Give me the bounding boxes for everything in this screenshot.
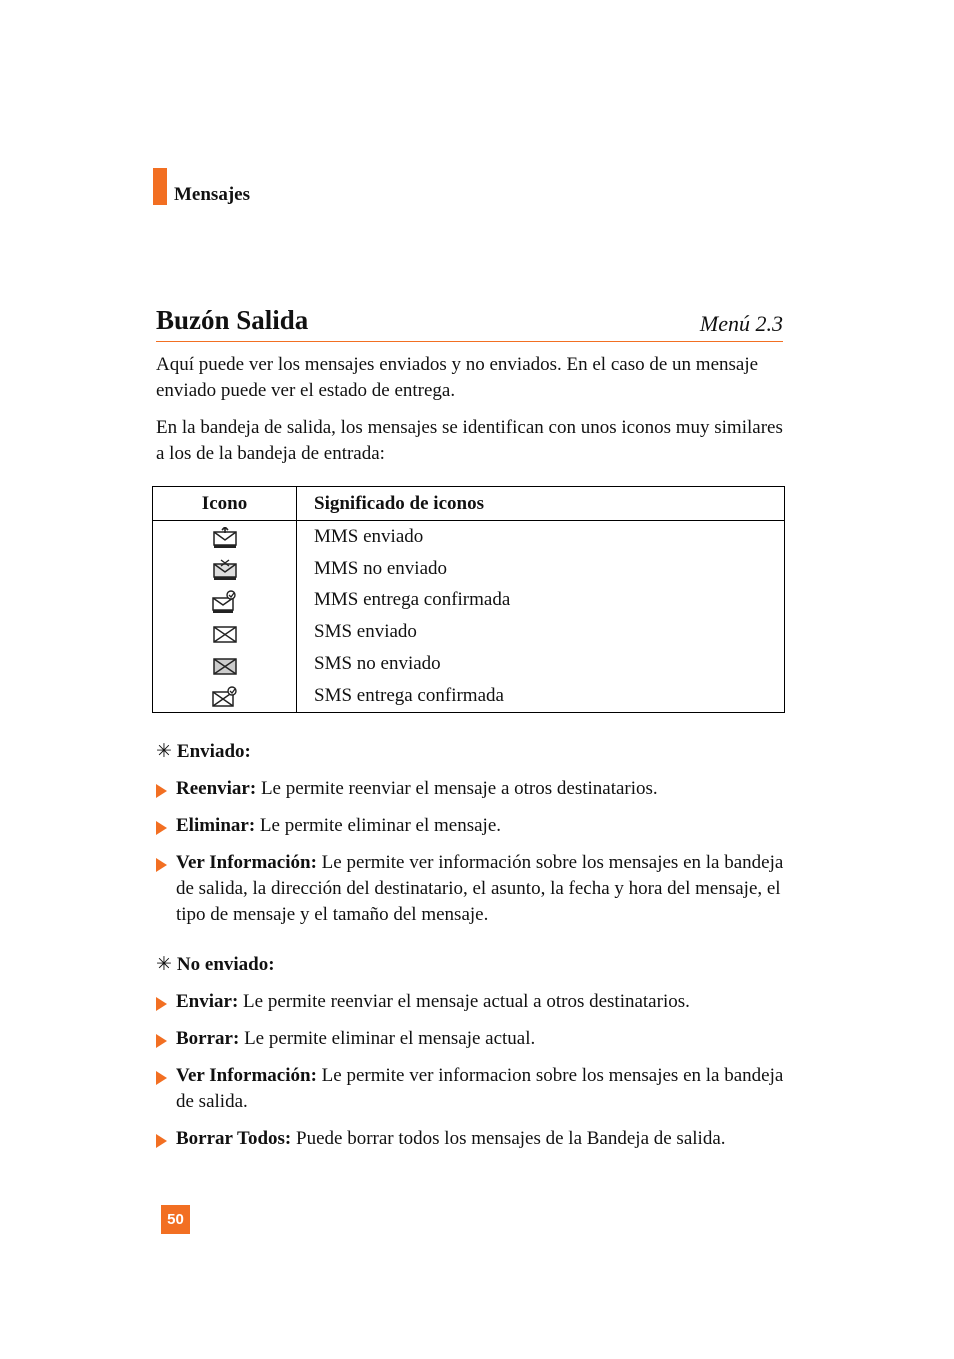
sent-heading	[156, 740, 251, 763]
mms-not-sent-icon	[153, 559, 296, 581]
triangle-bullet-icon	[156, 1034, 167, 1048]
triangle-bullet-icon	[156, 858, 167, 872]
icon-meaning: MMS no enviado	[314, 557, 447, 579]
table-row	[153, 648, 785, 680]
icon-meaning: SMS entrega confirmada	[314, 684, 504, 706]
list-item	[156, 813, 786, 839]
icon-meaning: MMS entrega confirmada	[314, 589, 511, 611]
option-description: Le permite reenviar el mensaje a otros destinatarios.	[256, 778, 658, 799]
option-description: Le permite eliminar el mensaje.	[255, 815, 502, 836]
table-row	[153, 521, 785, 553]
option-label: Borrar:	[176, 1028, 240, 1049]
icon-meaning: SMS no enviado	[314, 653, 441, 675]
section-label: Mensajes	[174, 184, 250, 205]
option-description: Puede borrar todos los mensajes de la Bandeja de salida.	[291, 1128, 726, 1149]
mms-delivery-confirmed-icon	[153, 590, 296, 614]
option-label: Ver Información:	[176, 1065, 317, 1086]
list-item	[156, 1126, 786, 1152]
triangle-bullet-icon	[156, 1071, 167, 1085]
list-item	[156, 776, 786, 802]
table-row	[153, 616, 785, 648]
table-row	[153, 585, 785, 617]
sent-heading-label: Enviado:	[176, 741, 251, 762]
sms-delivery-confirmed-icon	[153, 686, 296, 708]
list-item	[156, 989, 786, 1015]
mms-sent-icon	[153, 527, 296, 549]
icon-table	[152, 486, 785, 713]
page-number: 50	[161, 1205, 190, 1234]
table-header-meaning: Significado de iconos	[297, 487, 785, 521]
option-description: Le permite ver información sobre los mensajes en la bandeja de salida, la dirección del destinatario, el asunto, la fecha y hora del mensaje, el tipo de mensaje y el tamaño del mensaje.	[176, 852, 784, 925]
option-description: Le permite ver informacion sobre los mensajes en la bandeja de salida.	[176, 1065, 784, 1112]
menu-reference: Menú 2.3	[699, 311, 783, 336]
sms-not-sent-icon	[153, 656, 296, 676]
option-label: Enviar:	[176, 991, 239, 1012]
list-item	[156, 1063, 786, 1115]
icon-meaning: SMS enviado	[314, 621, 417, 643]
triangle-bullet-icon	[156, 1134, 167, 1148]
table-row	[153, 680, 785, 712]
triangle-bullet-icon	[156, 821, 167, 835]
asterisk-icon: ✳	[156, 954, 172, 975]
table-row	[153, 553, 785, 585]
triangle-bullet-icon	[156, 997, 167, 1011]
option-description: Le permite reenviar el mensaje actual a otros destinatarios.	[238, 991, 690, 1012]
intro-paragraph-1: Aquí puede ver los mensajes enviados y no enviados. En el caso de un mensaje enviado puede ver el estado de entrega.	[156, 354, 759, 401]
table-header-icon: Icono	[153, 487, 297, 521]
option-label: Reenviar:	[176, 778, 257, 799]
sms-sent-icon	[153, 624, 296, 644]
table-header-row	[153, 487, 785, 521]
intro-paragraph-2: En la bandeja de salida, los mensajes se identifican con unos iconos muy similares a los de la bandeja de entrada:	[156, 417, 783, 464]
option-label: Borrar Todos:	[176, 1128, 292, 1149]
option-description: Le permite eliminar el mensaje actual.	[239, 1028, 536, 1049]
option-label: Eliminar:	[176, 815, 256, 836]
page-title: Buzón Salida	[156, 305, 309, 335]
section-tab-marker	[153, 168, 167, 205]
not-sent-heading	[156, 953, 275, 976]
triangle-bullet-icon	[156, 784, 167, 798]
list-item	[156, 1026, 786, 1052]
heading-row	[156, 305, 783, 342]
list-item	[156, 850, 786, 928]
option-label: Ver Información:	[176, 852, 317, 873]
not-sent-heading-label: No enviado:	[176, 954, 275, 975]
asterisk-icon: ✳	[156, 741, 172, 762]
icon-meaning: MMS enviado	[314, 525, 424, 547]
